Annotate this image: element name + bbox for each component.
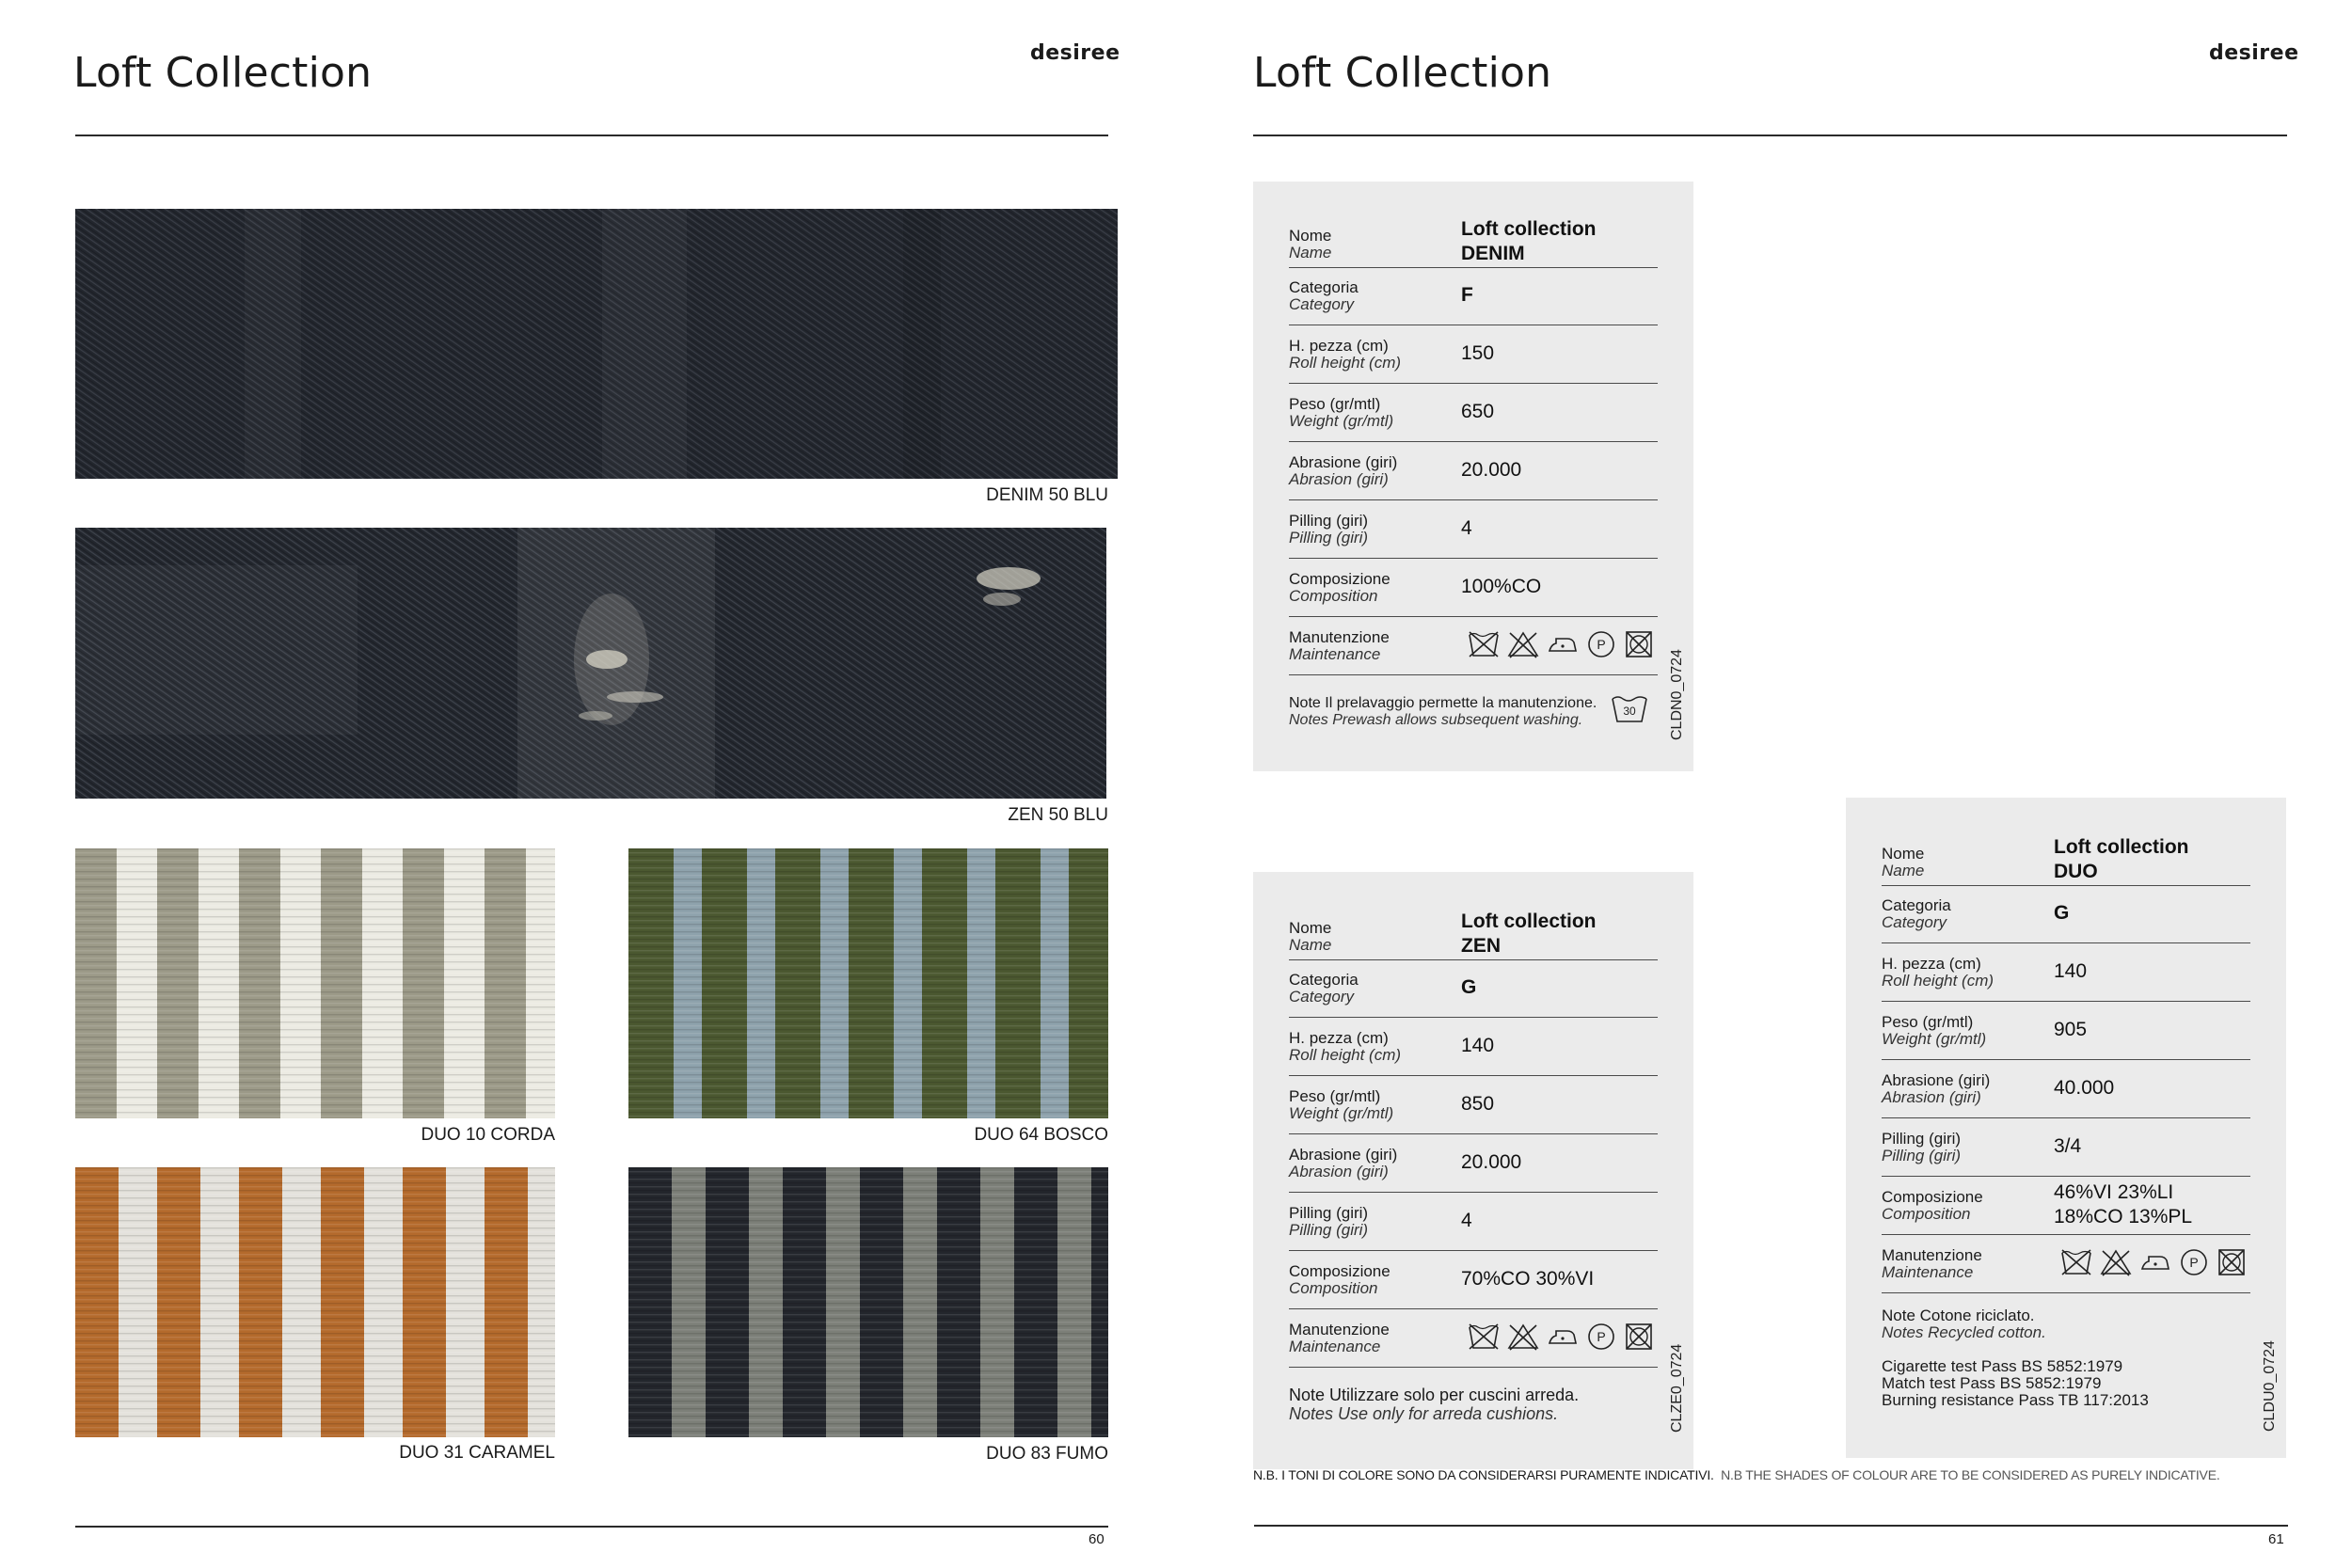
right-page-title: Loft Collection: [1253, 49, 1552, 97]
no-tumble-dry-icon: [1624, 1322, 1654, 1352]
label-en: Category: [1289, 988, 1354, 1006]
spec-row-maintenance: [1289, 1310, 1658, 1368]
swatch-duo-31-caramel: [75, 1167, 555, 1437]
no-tumble-dry-icon: [2217, 1247, 2247, 1277]
card-note: [1882, 1307, 2046, 1341]
spec-row-maintenance: [1882, 1236, 2250, 1293]
spec-row-abrasion: [1882, 1061, 2250, 1118]
label-en: Roll height (cm): [1882, 972, 1994, 990]
weave-overlay: [75, 1167, 555, 1437]
roll-height-value: 140: [2054, 960, 2088, 982]
dry-clean-p-icon: [2179, 1247, 2209, 1277]
label-it: Manutenzione: [1289, 1321, 1390, 1338]
zen-texture: [75, 528, 1106, 799]
note-it: Note Il prelavaggio permette la manutenzione.: [1289, 695, 1597, 711]
swatch-denim-50-blu: [75, 209, 1118, 479]
care-icons: [1468, 1322, 1654, 1352]
label-en: Category: [1882, 913, 1947, 931]
disclaimer-en: N.B THE SHADES OF COLOUR ARE TO BE CONSIDERED AS PURELY INDICATIVE.: [1721, 1467, 2220, 1482]
color-disclaimer: [1253, 1467, 2220, 1482]
spec-row-roll-height: [1882, 944, 2250, 1002]
spec-row-name: [1289, 910, 1658, 960]
weave-overlay: [75, 848, 555, 1118]
label-it: Abrasione (giri): [1289, 453, 1398, 471]
abrasion-value: 20.000: [1461, 1151, 1522, 1173]
label-it: Peso (gr/mtl): [1289, 395, 1381, 413]
category-value: G: [1461, 976, 1477, 998]
label-en: Name: [1289, 936, 1332, 954]
product-name: Loft collection: [1461, 218, 1597, 240]
care-icons: [2060, 1247, 2247, 1277]
label-en: Roll height (cm): [1289, 354, 1402, 372]
label-en: Name: [1882, 862, 1925, 879]
label-it: Composizione: [1289, 1262, 1391, 1280]
no-bleach-icon: [1507, 1323, 1539, 1351]
product-code: CLDN0_0724: [1669, 649, 1685, 740]
product-code: CLDU0_0724: [2262, 1340, 2278, 1432]
low-iron-icon: [1547, 1323, 1579, 1351]
spec-row-pilling: [1289, 501, 1658, 559]
right-header-rule: [1253, 135, 2287, 136]
label-en: Composition: [1289, 587, 1378, 605]
spec-row-roll-height: [1289, 326, 1658, 384]
label-it: Categoria: [1289, 971, 1359, 989]
label-en: Abrasion (giri): [1882, 1088, 1981, 1106]
label-en: Abrasion (giri): [1289, 470, 1389, 488]
label-en: Abrasion (giri): [1289, 1163, 1389, 1180]
label-it: Nome: [1289, 919, 1332, 937]
swatch-duo-64-bosco: [628, 848, 1108, 1118]
label-it: H. pezza (cm): [1289, 1029, 1389, 1047]
composition-value: 46%VI 23%LI: [2054, 1181, 2174, 1203]
no-wash-icon: [1468, 1323, 1500, 1351]
fire-test-line: Match test Pass BS 5852:1979: [1882, 1374, 2102, 1392]
label-en: Maintenance: [1289, 1338, 1381, 1355]
wash-30-icon: [1611, 693, 1648, 725]
label-en: Composition: [1289, 1279, 1378, 1297]
svg-text:P: P: [2189, 1255, 2199, 1270]
label-en: Composition: [1882, 1205, 1971, 1223]
swatch-caption: DUO 83 FUMO: [986, 1444, 1108, 1464]
label-it: Categoria: [1882, 896, 1951, 914]
note-en: Notes Use only for arreda cushions.: [1289, 1404, 1559, 1423]
note-it: Note Cotone riciclato.: [1882, 1307, 2035, 1324]
spec-row-composition: [1882, 1178, 2250, 1235]
fire-test-line: Cigarette test Pass BS 5852:1979: [1882, 1357, 2123, 1375]
swatch-caption: ZEN 50 BLU: [1008, 805, 1108, 825]
label-en: Name: [1289, 244, 1332, 261]
swatch-caption: DUO 64 BOSCO: [974, 1125, 1108, 1145]
no-wash-icon: [1468, 630, 1500, 658]
label-it: H. pezza (cm): [1882, 955, 1981, 973]
spec-row-name: [1882, 835, 2250, 886]
pilling-value: 4: [1461, 1210, 1472, 1231]
product-variant: DENIM: [1461, 243, 1525, 264]
spec-row-roll-height: [1289, 1019, 1658, 1076]
spec-row-composition: [1289, 1252, 1658, 1309]
weave-overlay: [628, 848, 1108, 1118]
label-en: Category: [1289, 295, 1354, 313]
svg-text:P: P: [1597, 637, 1606, 652]
left-page-title: Loft Collection: [73, 49, 373, 97]
left-footer-rule: [75, 1526, 1108, 1528]
page-number: 61: [2268, 1531, 2284, 1547]
weave-overlay: [628, 1167, 1108, 1437]
label-en: Pilling (giri): [1882, 1147, 1962, 1164]
no-tumble-dry-icon: [1624, 629, 1654, 659]
composition-value: 18%CO 13%PL: [2054, 1206, 2193, 1227]
label-it: Peso (gr/mtl): [1289, 1087, 1381, 1105]
spec-row-pilling: [1289, 1194, 1658, 1251]
note-en: Notes Recycled cotton.: [1882, 1323, 2046, 1341]
wash-temp-label: 30: [1623, 705, 1636, 718]
label-it: Categoria: [1289, 278, 1359, 296]
label-it: Peso (gr/mtl): [1882, 1013, 1974, 1031]
spec-row-composition: [1289, 560, 1658, 617]
svg-text:P: P: [1597, 1329, 1606, 1344]
no-bleach-icon: [2100, 1248, 2132, 1276]
label-it: Abrasione (giri): [1882, 1071, 1991, 1089]
label-it: Nome: [1289, 227, 1332, 245]
spec-row-category: [1289, 268, 1658, 325]
label-en: Pilling (giri): [1289, 1221, 1369, 1239]
label-it: Manutenzione: [1882, 1246, 1982, 1264]
spec-row-category: [1289, 960, 1658, 1018]
low-iron-icon: [2139, 1248, 2171, 1276]
fire-test-line: Burning resistance Pass TB 117:2013: [1882, 1391, 2149, 1409]
product-name: Loft collection: [1461, 911, 1597, 932]
swatch-caption: DUO 10 CORDA: [421, 1125, 555, 1145]
product-variant: ZEN: [1461, 935, 1501, 957]
fire-tests: [1882, 1358, 2149, 1409]
card-note: [1289, 695, 1597, 729]
dry-clean-p-icon: [1586, 1322, 1616, 1352]
swatch-caption: DENIM 50 BLU: [986, 485, 1108, 505]
abrasion-value: 40.000: [2054, 1077, 2115, 1099]
label-it: Pilling (giri): [1289, 1204, 1369, 1222]
abrasion-value: 20.000: [1461, 459, 1522, 481]
spec-row-pilling: [1882, 1119, 2250, 1177]
spec-row-abrasion: [1289, 1135, 1658, 1193]
label-it: Nome: [1882, 845, 1925, 863]
roll-height-value: 140: [1461, 1035, 1495, 1056]
category-value: G: [2054, 902, 2070, 924]
label-en: Maintenance: [1289, 645, 1381, 663]
composition-value: 70%CO 30%VI: [1461, 1268, 1595, 1290]
pilling-value: 4: [1461, 517, 1472, 539]
weight-value: 650: [1461, 401, 1495, 422]
product-variant: DUO: [2054, 861, 2098, 882]
weight-value: 905: [2054, 1019, 2088, 1040]
label-it: Composizione: [1289, 570, 1391, 588]
weight-value: 850: [1461, 1093, 1495, 1115]
spec-row-maintenance: [1289, 618, 1658, 675]
label-en: Roll height (cm): [1289, 1046, 1402, 1064]
label-it: Pilling (giri): [1882, 1130, 1962, 1148]
swatch-caption: DUO 31 CARAMEL: [399, 1443, 555, 1463]
page-number: 60: [1089, 1531, 1104, 1547]
label-it: Composizione: [1882, 1188, 1983, 1206]
label-it: Abrasione (giri): [1289, 1146, 1398, 1164]
spec-row-weight: [1289, 1077, 1658, 1134]
spec-row-category: [1882, 886, 2250, 943]
spec-row-abrasion: [1289, 443, 1658, 500]
right-brand-logo: desiree: [2209, 41, 2299, 65]
product-code: CLZE0_0724: [1669, 1343, 1685, 1433]
spec-card-denim: [1253, 182, 1693, 771]
left-brand-logo: desiree: [1030, 41, 1120, 65]
label-en: Pilling (giri): [1289, 529, 1369, 546]
label-en: Weight (gr/mtl): [1289, 1104, 1394, 1122]
label-en: Weight (gr/mtl): [1882, 1030, 1987, 1048]
disclaimer-it: N.B. I TONI DI COLORE SONO DA CONSIDERARSI PURAMENTE INDICATIVI.: [1253, 1467, 1714, 1482]
swatch-duo-83-fumo: [628, 1167, 1108, 1437]
spec-card-duo: [1846, 798, 2286, 1458]
spec-card-zen: [1253, 872, 1693, 1469]
no-wash-icon: [2060, 1248, 2092, 1276]
spec-row-weight: [1289, 385, 1658, 442]
card-note: [1289, 1386, 1579, 1423]
low-iron-icon: [1547, 630, 1579, 658]
left-header-rule: [75, 135, 1108, 136]
no-bleach-icon: [1507, 630, 1539, 658]
label-en: Maintenance: [1882, 1263, 1974, 1281]
product-name: Loft collection: [2054, 836, 2189, 858]
label-it: Pilling (giri): [1289, 512, 1369, 530]
pilling-value: 3/4: [2054, 1135, 2082, 1157]
roll-height-value: 150: [1461, 342, 1495, 364]
spec-row-weight: [1882, 1003, 2250, 1060]
note-it: Note Utilizzare solo per cuscini arreda.: [1289, 1386, 1580, 1404]
composition-value: 100%CO: [1461, 576, 1542, 597]
denim-texture: [75, 209, 1118, 479]
swatch-zen-50-blu: [75, 528, 1106, 799]
dry-clean-p-icon: [1586, 629, 1616, 659]
label-it: H. pezza (cm): [1289, 337, 1389, 355]
right-footer-rule: [1254, 1525, 2288, 1527]
swatch-duo-10-corda: [75, 848, 555, 1118]
label-en: Weight (gr/mtl): [1289, 412, 1394, 430]
category-value: F: [1461, 284, 1473, 306]
label-it: Manutenzione: [1289, 628, 1390, 646]
note-en: Notes Prewash allows subsequent washing.: [1289, 712, 1583, 728]
spec-row-name: [1289, 217, 1658, 268]
care-icons: [1468, 629, 1654, 659]
